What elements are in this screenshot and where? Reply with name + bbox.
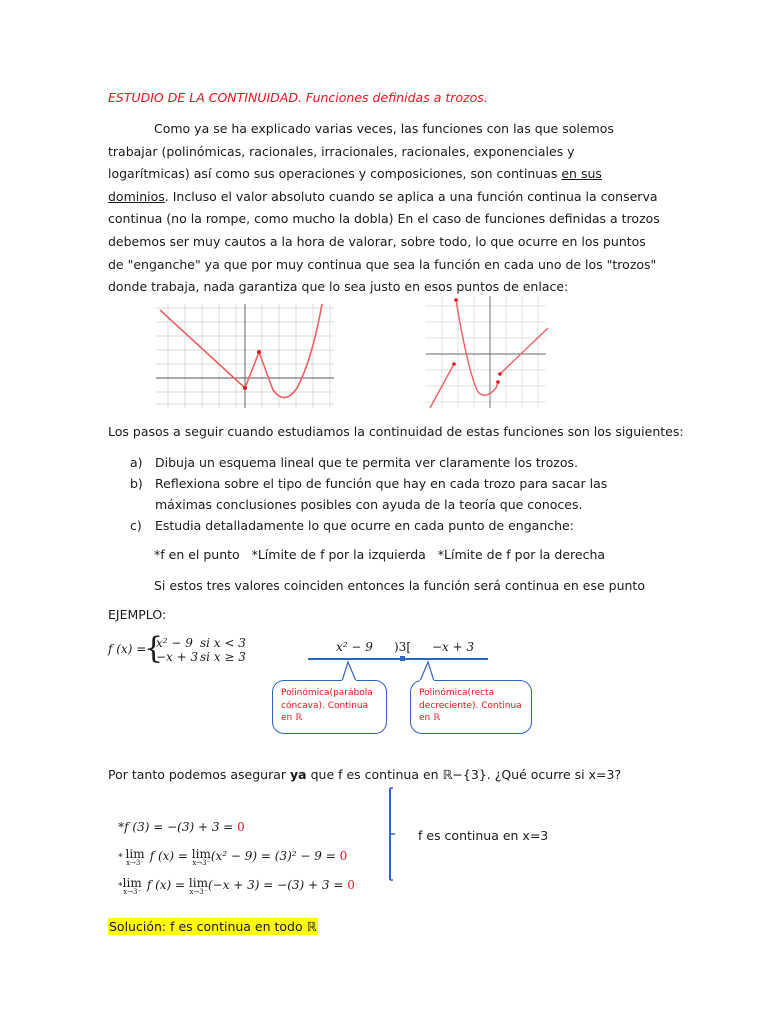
piece1-cond: si x < 3 <box>200 636 246 650</box>
bracket-icon <box>384 786 400 882</box>
linear-scheme <box>308 640 490 670</box>
list-marker: c) <box>130 518 142 533</box>
limit-operator <box>188 876 208 897</box>
limit-sub: x→3⁻ <box>126 859 145 867</box>
list-marker: b) <box>130 476 143 491</box>
callout-left-pointer <box>340 660 360 682</box>
eval-expr: f (3) = −(3) + 3 = <box>124 820 238 834</box>
eval-expr: (−x + 3) = −(3) + 3 = <box>207 878 348 892</box>
solution-highlight: Solución: f es continua en todo ℝ <box>109 919 317 934</box>
list-text: Reflexiona sobre el tipo de función que hay en cada trozo para sacar las máximas conclusiones posibles con ayuda de la teoría que conoces. <box>155 476 608 512</box>
eval-result: 0 <box>237 820 245 834</box>
steps-list <box>130 452 650 536</box>
graph-left <box>152 300 338 410</box>
page-title: ESTUDIO DE LA CONTINUIDAD. Funciones definidas a trozos. <box>108 90 488 105</box>
graph-right-point <box>452 362 456 366</box>
callout-right: Polinómica(recta decreciente). Continua en ℝ <box>410 680 532 734</box>
limit-sub: x→3⁻ <box>123 888 142 896</box>
checks-line: *f en el punto *Límite de f por la izquierda *Límite de f por la derecha <box>154 547 606 562</box>
eval-result: 0 <box>347 878 355 892</box>
intro-paragraph <box>108 118 660 299</box>
intro-text-1: Como ya se ha explicado varias veces, las funciones con las que solemos trabajar (polinómicas, racionales, irracionales, racionales, exponenciales y logarítmicas) así como sus operaciones y composiciones, son continuas <box>108 121 614 182</box>
piece2-cond: si x ≥ 3 <box>200 650 246 664</box>
eval-expr: (x² − 9) = (3)² − 9 = <box>210 849 340 863</box>
conclusion-line: Si estos tres valores coinciden entonces la función será continua en ese punto <box>154 578 645 593</box>
list-text: Dibuja un esquema lineal que te permita ver claramente los trozos. <box>155 455 578 470</box>
limit-word: lim <box>191 847 211 861</box>
piece1-expr: x² − 9 <box>156 636 193 650</box>
intro-underlined: en sus dominios <box>108 166 602 204</box>
list-marker: a) <box>130 455 143 470</box>
scheme-right-label: −x + 3 <box>432 640 475 654</box>
eval-prefix: * <box>118 853 126 863</box>
graph-right-point <box>498 372 502 376</box>
piecewise-lhs: f (x) = <box>108 642 151 656</box>
limit-operator <box>122 876 142 897</box>
scheme-mark <box>400 656 405 661</box>
limit-word: lim <box>188 876 208 890</box>
graph-right <box>420 292 552 412</box>
eval-prefix: * <box>118 882 123 892</box>
scheme-line <box>308 658 488 660</box>
list-item <box>130 452 650 473</box>
graph-left-curve <box>245 304 322 398</box>
question-text-1: Por tanto podemos asegurar <box>108 767 291 782</box>
eval-row <box>108 855 355 897</box>
eval-expr: f (x) = <box>149 849 192 863</box>
bracket-conclusion: f es continua en x=3 <box>418 828 549 843</box>
scheme-left-label: x² − 9 <box>336 640 373 654</box>
eval-expr: f (x) = <box>146 878 189 892</box>
graph-left-point <box>257 350 261 354</box>
list-item <box>130 473 650 515</box>
question-bold: ya <box>290 767 307 782</box>
limit-word: lim <box>125 847 145 861</box>
scheme-split-label: )3[ <box>394 640 411 654</box>
eval-result: 0 <box>339 849 348 863</box>
question-text-2: que f es continua en ℝ−{3}. ¿Qué ocurre si x=3? <box>306 767 622 782</box>
intro-text-2: . Incluso el valor absoluto cuando se aplica a una función continua la conserva continua (no la rompe, como mucho la dobla) En el caso de funciones definidas a trozos debemos ser muy cautos a la hora de valorar, sobre todo, lo que ocurre en los puntos de "enganche" ya que por muy continua que sea la función en cada uno de los "trozos" donde trabaja, nada garantiza que lo sea justo en esos puntos de enlace: <box>108 188 660 295</box>
list-text: Estudia detalladamente lo que ocurre en cada punto de enganche: <box>155 518 574 533</box>
graph-right-point <box>496 380 500 384</box>
callout-right-pointer <box>416 660 436 682</box>
graph-right-line <box>500 328 548 374</box>
example-label: EJEMPLO: <box>108 607 167 622</box>
callout-left: Polinómica(parábola cóncava). Continua en ℝ <box>272 680 387 734</box>
limit-sub: x→3⁻ <box>189 888 208 896</box>
limit-sub: x→3⁻ <box>192 859 211 867</box>
question-line <box>108 767 621 782</box>
eval-prefix: * <box>118 820 125 834</box>
piece2-expr: −x + 3 <box>156 650 199 664</box>
graph-right-point <box>454 298 458 302</box>
list-item <box>130 515 650 536</box>
limit-word: lim <box>122 876 142 890</box>
graph-left-point <box>243 386 247 390</box>
steps-intro: Los pasos a seguir cuando estudiamos la continuidad de estas funciones son los siguientes: <box>108 424 684 439</box>
brace-icon: { <box>144 631 164 666</box>
